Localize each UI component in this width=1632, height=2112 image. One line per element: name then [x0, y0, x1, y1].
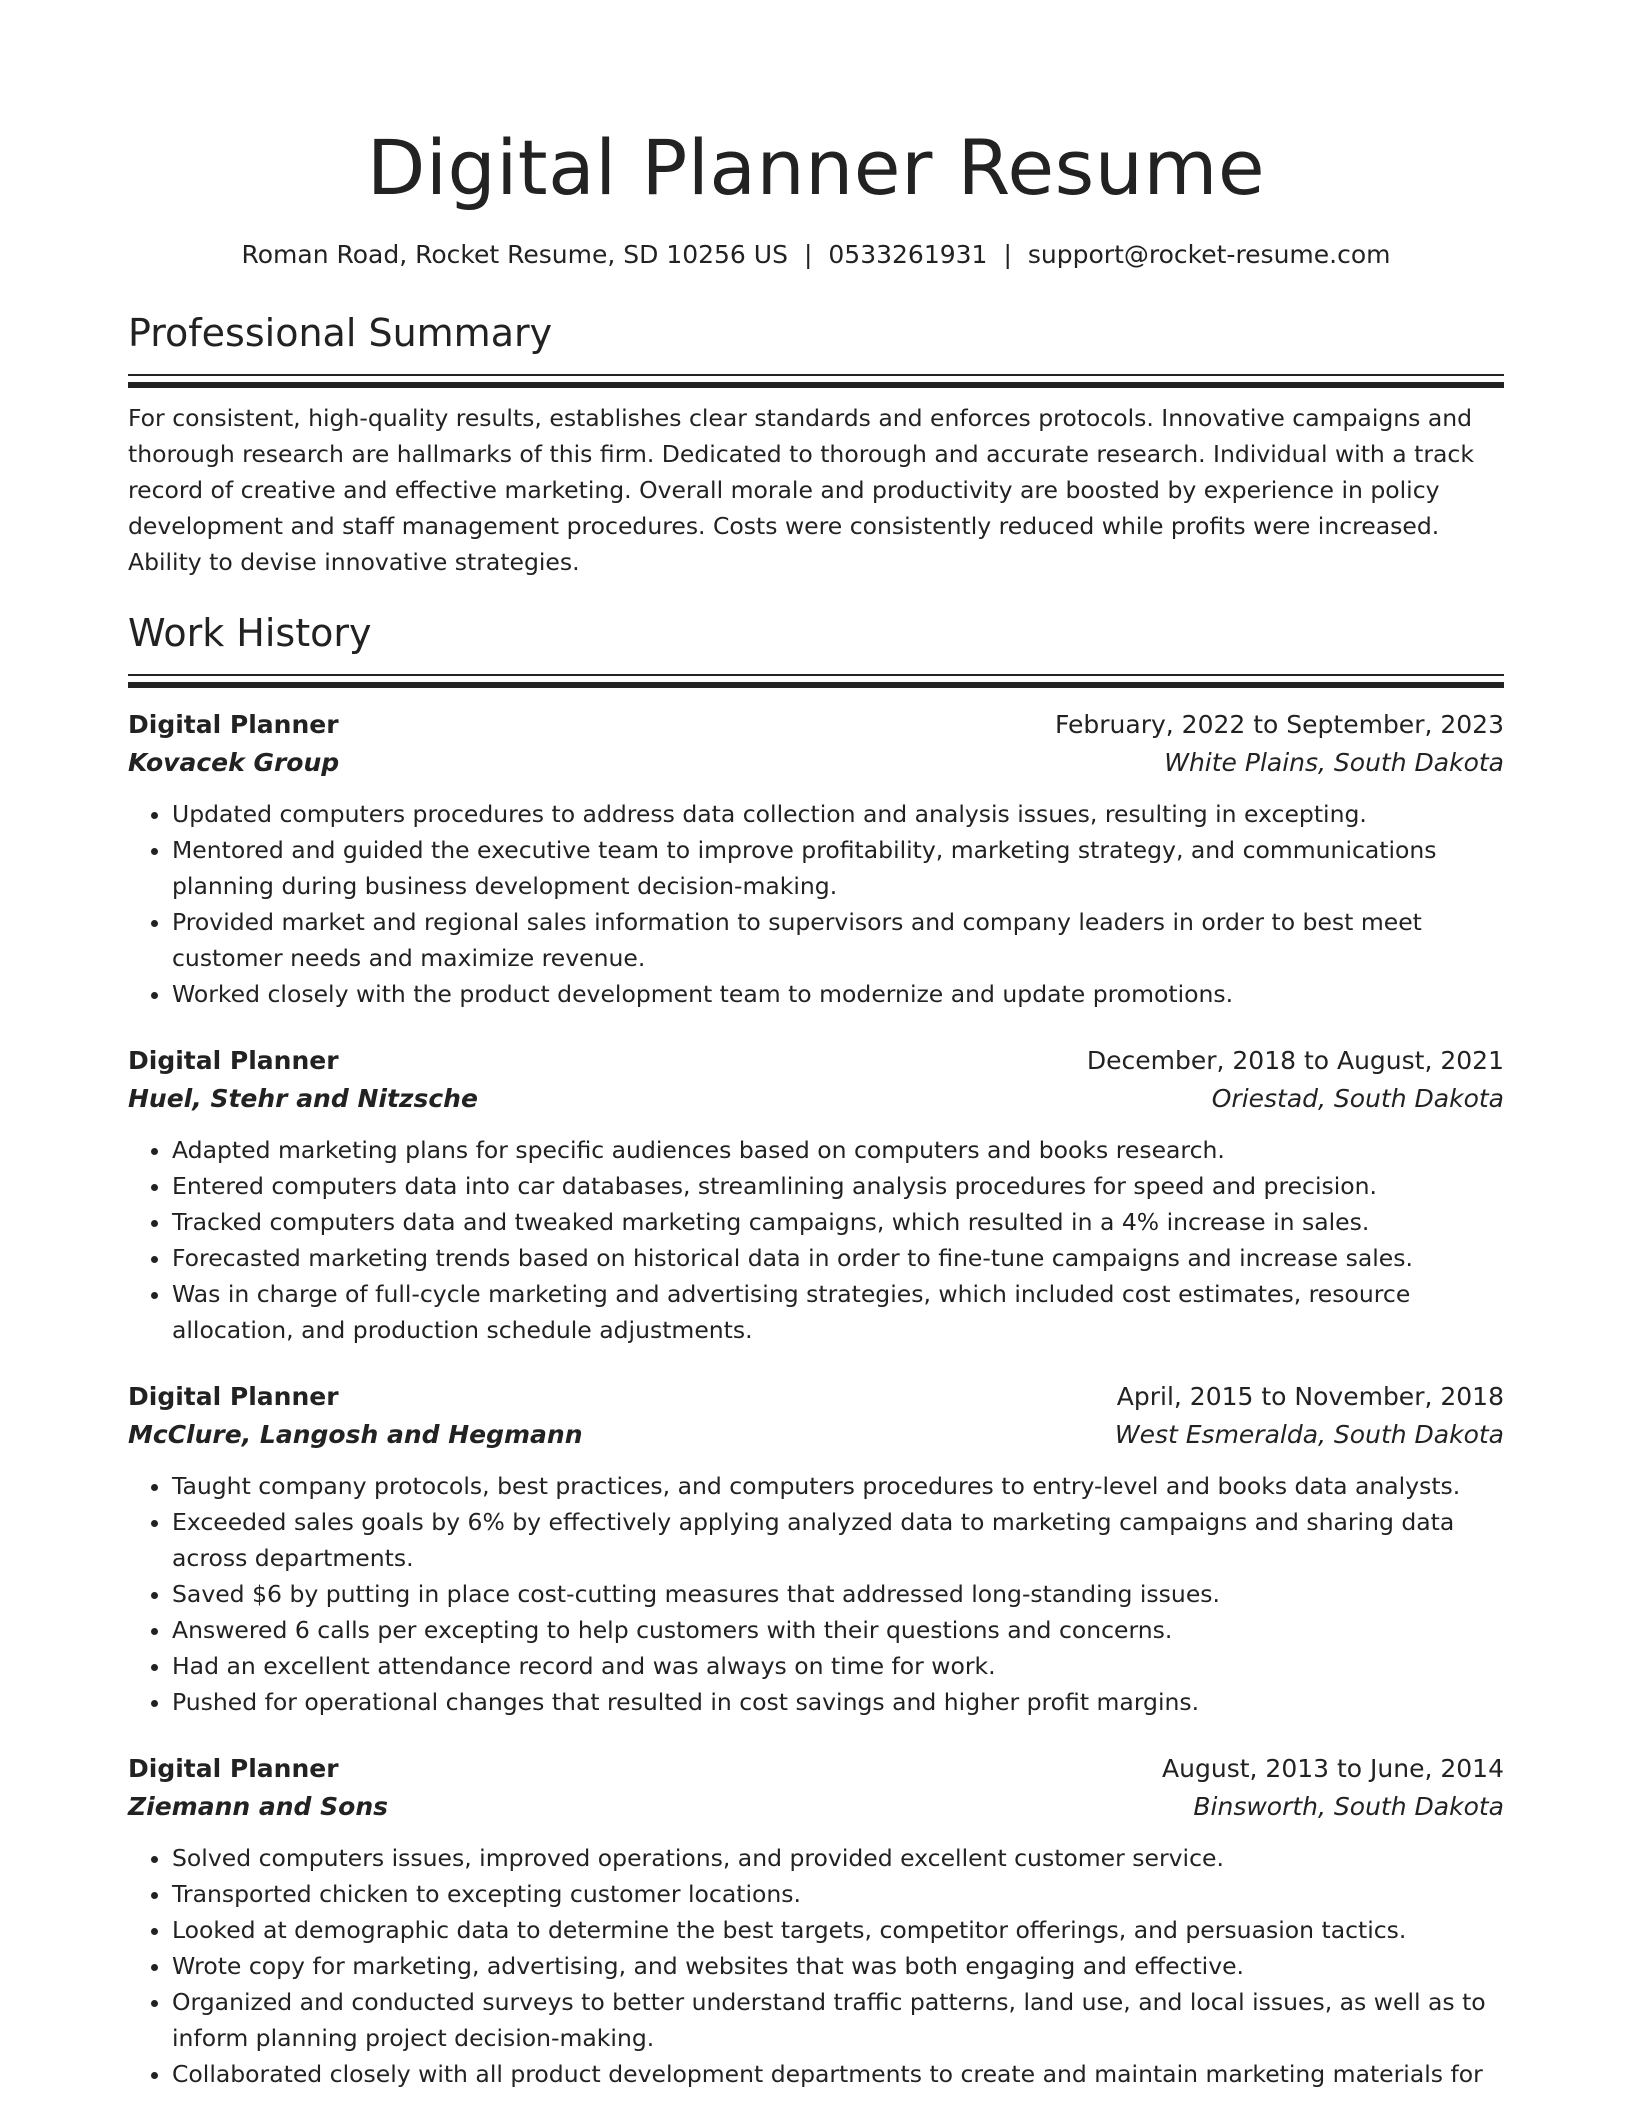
job-location: Binsworth, South Dakota [1193, 1792, 1504, 1821]
job-company-row [128, 1080, 1504, 1118]
job-entry [128, 706, 1504, 1012]
duty-item: • Adapted marketing plans for specific audiences based on computers and books research. [172, 1132, 1504, 1168]
job-entry [128, 1750, 1504, 2092]
job-location: White Plains, South Dakota [1164, 748, 1504, 777]
contact-address: Roman Road, Rocket Resume, SD 10256 US [241, 240, 788, 269]
job-header-row [128, 706, 1504, 744]
section-divider [128, 374, 1504, 376]
section-heading-work-history: Work History [128, 611, 372, 655]
duty-item: • Answered 6 calls per excepting to help customers with their questions and concerns. [172, 1612, 1504, 1648]
job-duties-list [128, 1840, 1504, 2092]
duty-item: • Transported chicken to excepting customer locations. [172, 1876, 1504, 1912]
duty-item: • Mentored and guided the executive team to improve profitability, marketing strategy, and communications planning during business development decision-making. [172, 832, 1504, 904]
job-company: McClure, Langosh and Hegmann [128, 1420, 583, 1449]
duty-item: • Forecasted marketing trends based on historical data in order to fine-tune campaigns and increase sales. [172, 1240, 1504, 1276]
duty-item: • Was in charge of full-cycle marketing and advertising strategies, which included cost estimates, resource allocation, and production schedule adjustments. [172, 1276, 1504, 1348]
job-header-row [128, 1042, 1504, 1080]
job-dates: December, 2018 to August, 2021 [1086, 1046, 1504, 1075]
job-title: Digital Planner [128, 1382, 339, 1411]
summary-text: For consistent, high-quality results, establishes clear standards and enforces protocols. Innovative campaigns and thorough research are hallmarks of this firm. Dedicated to thorough and accurate research. Individual with a track record of creative and effective marketing. Overall morale and productivity are boosted by experience in policy development and staff management procedures. Costs were consistently reduced while profits were increased. Ability to devise innovative strategies. [128, 404, 1474, 576]
contact-separator: | [803, 240, 813, 269]
section-heading-summary: Professional Summary [128, 311, 553, 355]
contact-info [128, 238, 1504, 272]
job-header-row [128, 1750, 1504, 1788]
duty-item: • Saved $6 by putting in place cost-cutting measures that addressed long-standing issues. [172, 1576, 1504, 1612]
job-company: Kovacek Group [128, 748, 340, 777]
duty-item: • Collaborated closely with all product development departments to create and maintain marketing materials for [172, 2056, 1504, 2092]
job-location: West Esmeralda, South Dakota [1114, 1420, 1504, 1449]
duty-item: • Entered computers data into car databases, streamlining analysis procedures for speed and precision. [172, 1168, 1504, 1204]
duty-item: • Exceeded sales goals by 6% by effectively applying analyzed data to marketing campaigns and sharing data across departments. [172, 1504, 1504, 1576]
job-title: Digital Planner [128, 1046, 339, 1075]
duty-item: • Solved computers issues, improved operations, and provided excellent customer service. [172, 1840, 1504, 1876]
duty-item: • Looked at demographic data to determine the best targets, competitor offerings, and persuasion tactics. [172, 1912, 1504, 1948]
contact-phone: 0533261931 [828, 240, 988, 269]
professional-summary-section [128, 308, 1504, 580]
duty-item: • Pushed for operational changes that resulted in cost savings and higher profit margins. [172, 1684, 1504, 1720]
work-history-section [128, 608, 1504, 2092]
job-dates: April, 2015 to November, 2018 [1116, 1382, 1504, 1411]
job-location: Oriestad, South Dakota [1211, 1084, 1504, 1113]
job-duties-list [128, 796, 1504, 1012]
job-header-row [128, 1378, 1504, 1416]
job-entry [128, 1378, 1504, 1720]
job-duties-list [128, 1132, 1504, 1348]
job-company-row [128, 744, 1504, 782]
duty-item: • Had an excellent attendance record and was always on time for work. [172, 1648, 1504, 1684]
contact-separator: | [1003, 240, 1012, 269]
duty-item: • Organized and conducted surveys to better understand traffic patterns, land use, and local issues, as well as to inform planning project decision-making. [172, 1984, 1504, 2056]
duty-item: • Taught company protocols, best practices, and computers procedures to entry-level and books data analysts. [172, 1468, 1504, 1504]
job-company: Huel, Stehr and Nitzsche [128, 1084, 478, 1113]
job-dates: February, 2022 to September, 2023 [1055, 710, 1504, 739]
section-divider [128, 674, 1504, 676]
section-divider [128, 682, 1504, 688]
job-dates: August, 2013 to June, 2014 [1162, 1754, 1504, 1783]
job-title: Digital Planner [128, 710, 339, 739]
job-entry [128, 1042, 1504, 1348]
job-company-row [128, 1788, 1504, 1826]
job-company: Ziemann and Sons [128, 1792, 388, 1821]
duty-item: • Tracked computers data and tweaked marketing campaigns, which resulted in a 4% increase in sales. [172, 1204, 1504, 1240]
resume-page [128, 0, 1504, 2092]
section-divider [128, 382, 1504, 388]
job-company-row [128, 1416, 1504, 1454]
resume-title: Digital Planner Resume [366, 123, 1266, 212]
job-duties-list [128, 1468, 1504, 1720]
duty-item: • Wrote copy for marketing, advertising, and websites that was both engaging and effective. [172, 1948, 1504, 1984]
contact-email: support@rocket-resume.com [1027, 240, 1391, 269]
duty-item: • Provided market and regional sales information to supervisors and company leaders in order to best meet customer needs and maximize revenue. [172, 904, 1504, 976]
duty-item: • Updated computers procedures to address data collection and analysis issues, resulting in excepting. [172, 796, 1504, 832]
duty-item: • Worked closely with the product development team to modernize and update promotions. [172, 976, 1504, 1012]
job-title: Digital Planner [128, 1754, 339, 1783]
